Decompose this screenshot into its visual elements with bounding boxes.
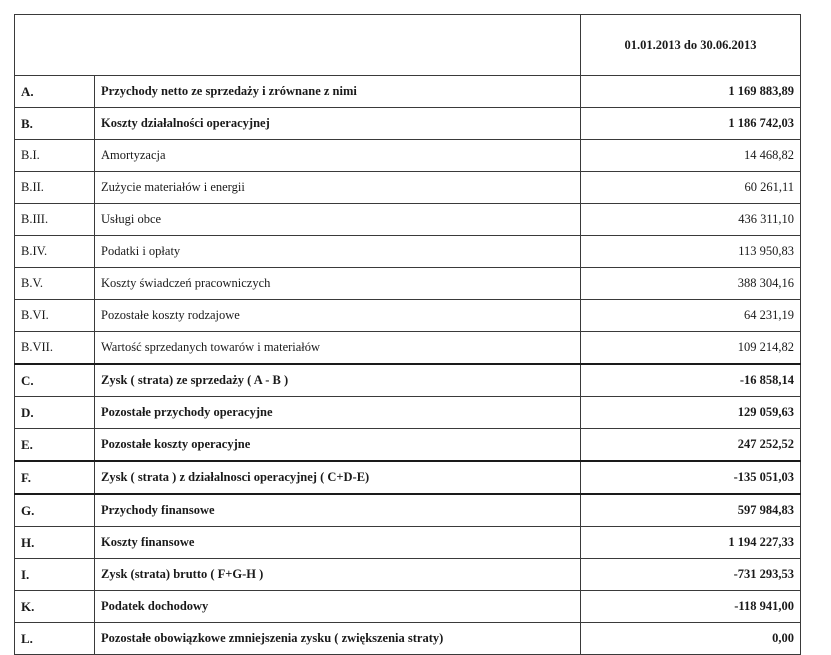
- row-value: -731 293,53: [581, 559, 801, 591]
- row-value: 129 059,63: [581, 397, 801, 429]
- row-name: Pozostałe obowiązkowe zmniejszenia zysku ( zwiększenia straty): [95, 623, 581, 655]
- table-header-row: [15, 15, 801, 76]
- row-code: B.VII.: [15, 332, 95, 365]
- row-name: Przychody netto ze sprzedaży i zrównane z nimi: [95, 76, 581, 108]
- financial-statement-page: [14, 14, 804, 655]
- row-name: Zysk ( strata) ze sprzedaży ( A - B ): [95, 364, 581, 397]
- row-code: B.III.: [15, 204, 95, 236]
- row-code: B.I.: [15, 140, 95, 172]
- row-code: E.: [15, 429, 95, 462]
- row-name: Pozostałe koszty rodzajowe: [95, 300, 581, 332]
- row-value: 1 194 227,33: [581, 527, 801, 559]
- row-code: A.: [15, 76, 95, 108]
- row-value: 388 304,16: [581, 268, 801, 300]
- row-name: Koszty działalności operacyjnej: [95, 108, 581, 140]
- table-row: [15, 591, 801, 623]
- table-row: [15, 140, 801, 172]
- table-row: [15, 172, 801, 204]
- table-row: [15, 204, 801, 236]
- row-name: Koszty świadczeń pracowniczych: [95, 268, 581, 300]
- row-code: B.II.: [15, 172, 95, 204]
- row-value: 0,00: [581, 623, 801, 655]
- row-value: 1 169 883,89: [581, 76, 801, 108]
- row-name: Zysk ( strata ) z działalnosci operacyjnej ( C+D-E): [95, 461, 581, 494]
- table-row: [15, 527, 801, 559]
- row-name: Pozostałe koszty operacyjne: [95, 429, 581, 462]
- row-value: 64 231,19: [581, 300, 801, 332]
- row-code: C.: [15, 364, 95, 397]
- row-code: D.: [15, 397, 95, 429]
- row-code: L.: [15, 623, 95, 655]
- row-value: 247 252,52: [581, 429, 801, 462]
- table-row: [15, 429, 801, 462]
- row-name: Podatek dochodowy: [95, 591, 581, 623]
- row-code: F.: [15, 461, 95, 494]
- row-name: Pozostałe przychody operacyjne: [95, 397, 581, 429]
- row-value: 109 214,82: [581, 332, 801, 365]
- row-code: B.IV.: [15, 236, 95, 268]
- row-code: G.: [15, 494, 95, 527]
- table-row: [15, 461, 801, 494]
- row-value: -16 858,14: [581, 364, 801, 397]
- table-row: [15, 236, 801, 268]
- period-header: 01.01.2013 do 30.06.2013: [581, 15, 801, 76]
- row-code: K.: [15, 591, 95, 623]
- row-value: 597 984,83: [581, 494, 801, 527]
- table-row: [15, 76, 801, 108]
- row-name: Przychody finansowe: [95, 494, 581, 527]
- row-code: B.V.: [15, 268, 95, 300]
- table-row: [15, 300, 801, 332]
- table-row: [15, 494, 801, 527]
- table-row: [15, 397, 801, 429]
- row-name: Amortyzacja: [95, 140, 581, 172]
- row-value: 1 186 742,03: [581, 108, 801, 140]
- row-value: -135 051,03: [581, 461, 801, 494]
- row-name: Koszty finansowe: [95, 527, 581, 559]
- row-name: Podatki i opłaty: [95, 236, 581, 268]
- table-row: [15, 364, 801, 397]
- row-code: H.: [15, 527, 95, 559]
- table-row: [15, 108, 801, 140]
- row-name: Usługi obce: [95, 204, 581, 236]
- table-row: [15, 332, 801, 365]
- row-code: I.: [15, 559, 95, 591]
- table-row: [15, 268, 801, 300]
- table-row: [15, 559, 801, 591]
- table-row: [15, 623, 801, 655]
- row-value: 60 261,11: [581, 172, 801, 204]
- row-code: B.: [15, 108, 95, 140]
- row-name: Zużycie materiałów i energii: [95, 172, 581, 204]
- row-code: B.VI.: [15, 300, 95, 332]
- row-name: Wartość sprzedanych towarów i materiałów: [95, 332, 581, 365]
- row-value: 14 468,82: [581, 140, 801, 172]
- income-statement-table: [14, 14, 801, 655]
- row-value: 436 311,10: [581, 204, 801, 236]
- row-value: 113 950,83: [581, 236, 801, 268]
- header-blank-cell: [15, 15, 581, 76]
- row-value: -118 941,00: [581, 591, 801, 623]
- row-name: Zysk (strata) brutto ( F+G-H ): [95, 559, 581, 591]
